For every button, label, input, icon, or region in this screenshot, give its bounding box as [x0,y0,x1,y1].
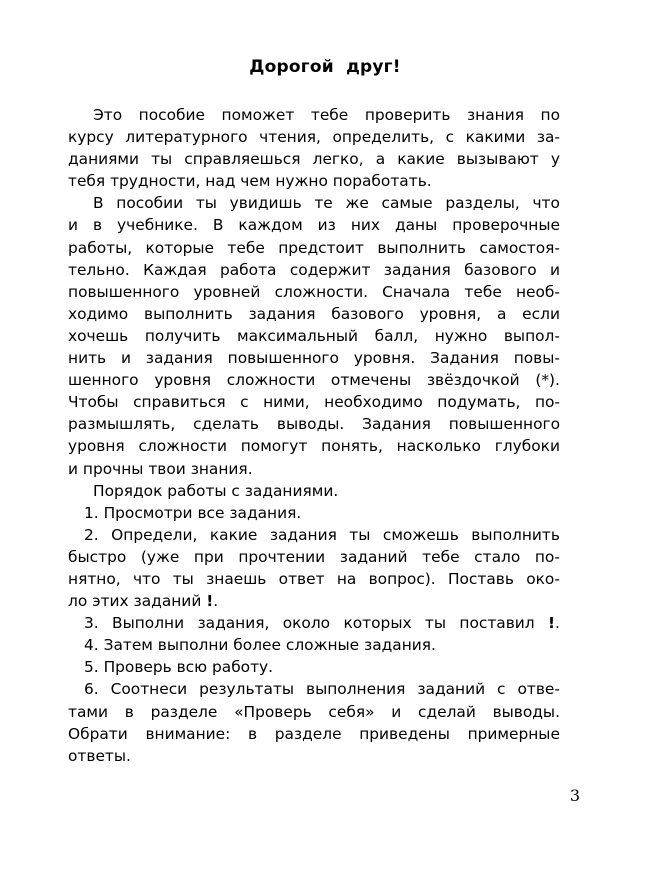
word: даны [394,216,438,235]
word: разделы, [445,194,520,213]
word: самостоя- [479,238,560,257]
word: пособии [116,194,184,213]
word: легко, [312,150,364,169]
word: и [391,702,402,721]
word: хочешь [68,326,129,345]
word: задания, [197,614,270,633]
text-line [68,303,560,325]
word: Сначала [382,282,451,301]
word: стало [474,547,521,566]
word: вызывают [456,150,539,169]
text-line: Порядок работы с заданиями. [93,481,339,500]
word: по [540,106,560,124]
word: насколько [396,437,481,456]
text-line [68,723,560,745]
word: уровня [68,437,125,456]
word: в [124,702,134,721]
text-line: 5. Проверь всю работу. [84,658,274,677]
text-line: ло этих заданий !. [68,592,219,611]
word: необходимо [324,393,423,412]
word: базового [464,260,537,279]
word: что [132,569,161,588]
word: сделать [193,415,260,434]
word: тебе [227,238,265,257]
word: (уже [140,547,180,566]
word: разделе [274,724,342,743]
word: Задания [362,415,431,434]
word: получить [144,326,221,345]
text-line [68,281,560,303]
word: каждом [238,216,303,235]
word: ты [151,150,173,169]
text-line [68,148,560,170]
word: поставил [459,614,535,633]
text-line [68,369,560,391]
word: Каждая [143,260,207,279]
word: повышенного [448,415,560,434]
word: шенного [68,371,139,390]
text-line: ответы. [68,746,131,765]
word: необ- [515,282,560,301]
word: базового [331,304,404,323]
word: выполнить [471,525,560,544]
exclamation-mark: ! [206,592,214,611]
word: задания [248,304,316,323]
word: около [282,614,331,633]
word: за- [536,128,560,147]
word: 3. [84,614,99,633]
word: которые [145,238,214,257]
word: них [350,216,380,235]
page-number: 3 [569,786,580,805]
word: Обрати [68,724,128,743]
text-line [68,612,560,634]
word: Поставь [447,569,514,588]
word: выполнения [306,680,406,699]
word: ты [424,614,447,633]
exclamation-mark: !. [547,614,560,633]
word: быстро [68,547,127,566]
text-line [68,678,560,700]
word: Выполни [112,614,185,633]
word: уровня. [353,349,416,368]
word: заданий [417,680,486,699]
word: Задания [430,349,499,368]
text-line: 4. Затем выполни более сложные задания. [84,636,436,655]
word: уровней [193,282,261,301]
word: отмечены [330,371,412,390]
word: 6. [84,680,99,699]
word: по- [534,547,560,566]
word: око- [526,569,560,588]
text-line [68,259,560,281]
text-line [68,237,560,259]
word: курсу [68,128,114,147]
word: Это [93,106,123,124]
word: помогут [240,437,308,456]
text-line [68,568,560,590]
word: задания [383,260,451,279]
word: В [212,216,224,235]
word: Соотнеси [110,680,188,699]
word: балл, [374,326,419,345]
text-line: тебя трудности, над чем нужно поработать. [68,172,432,191]
word: увидишь [229,194,302,213]
word: задания [269,525,337,544]
word: 2. [84,525,99,544]
text-line [68,325,560,347]
word: знания [466,106,524,124]
word: прочтении [238,547,326,566]
word: тельно. [68,260,130,279]
word: и [120,349,131,368]
word: разделе [150,702,218,721]
word: а [496,304,507,323]
word: Определи, [111,525,198,544]
word: (*). [535,371,560,390]
word: пособие [138,106,205,124]
word: сложности [138,437,227,456]
word: какие [397,150,445,169]
word: что [532,194,560,213]
text-line [68,413,560,435]
word: ты [172,569,194,588]
word: Чтобы [68,393,119,412]
word: тебе [422,547,460,566]
word: ответ [278,569,325,588]
word: выпол- [503,326,560,345]
word: В [93,194,104,213]
text-line [68,435,560,457]
word: повышенного [68,282,180,301]
word: же [345,194,369,213]
word: по- [534,393,560,412]
word: из [317,216,336,235]
body-text [68,104,560,767]
word: с [240,393,249,412]
word: которых [343,614,412,633]
word: повы- [513,349,560,368]
word: знаешь [206,569,267,588]
word: сложности [226,371,316,390]
word: тебе [310,106,349,124]
word: и [68,216,79,235]
word: повышенного [227,349,339,368]
word: размышлять, [68,415,176,434]
word: сделай [418,702,476,721]
word: содержит [289,260,371,279]
word: приведены [359,724,450,743]
text-line [68,347,560,369]
word: с [445,128,455,147]
word: те [314,194,333,213]
word: выводы. [492,702,560,721]
word: уровня [154,371,211,390]
page-title: Дорогой друг! [249,57,401,77]
word: тебе [464,282,502,301]
word: задания [145,349,213,368]
word: глубоки [494,437,560,456]
word: себя» [328,702,375,721]
word: поможет [221,106,295,124]
word: литературного [125,128,248,147]
text-line [68,126,560,148]
text-line [68,391,560,413]
word: заданий [339,547,408,566]
word: выполнить [377,238,466,257]
word: какие [209,525,258,544]
word: с [497,680,506,699]
word: нятно, [68,569,121,588]
word: звёздочкой [426,371,520,390]
word: учебнике. [117,216,198,235]
word: а [375,150,386,169]
word: уровня, [419,304,482,323]
word: в [92,216,103,235]
text-line [68,104,560,126]
word: справляешься [184,150,301,169]
word: самые [381,194,433,213]
text-line: и прочны твои знания. [68,459,253,478]
word: на [336,569,357,588]
word: сможешь [382,525,459,544]
word: у [550,150,560,169]
word: справиться [133,393,226,412]
word: тами [68,702,109,721]
word: предстоит [278,238,364,257]
text-line [68,214,560,236]
word: подумать, [437,393,521,412]
word: работа [219,260,277,279]
word: и [549,260,560,279]
word: результаты [199,680,295,699]
word: ты [349,525,371,544]
word: отве- [517,680,560,699]
word: какими [465,128,526,147]
text-line [68,546,560,568]
word: внимание: [145,724,231,743]
word: выводы. [276,415,345,434]
text-line [68,701,560,723]
word: ними, [263,393,310,412]
word: работы, [68,238,133,257]
word: чтения, [259,128,321,147]
word: понять, [321,437,383,456]
word: «Проверь [234,702,312,721]
word: вопрос). [368,569,436,588]
word: примерные [467,724,560,743]
word: определить, [332,128,435,147]
word: при [193,547,224,566]
text-line: 1. Просмотри все задания. [84,503,302,522]
word: если [522,304,560,323]
word: проверочные [452,216,560,235]
word: ходимо [68,304,129,323]
word: даниями [68,150,140,169]
word: проверить [364,106,451,124]
text-line [68,524,560,546]
word: ты [195,194,217,213]
word: выполнить [144,304,233,323]
word: сложности. [274,282,368,301]
word: максимальный [237,326,358,345]
word: в [248,724,258,743]
text-line [68,192,560,214]
word: нужно [434,326,488,345]
word: нить [68,349,107,368]
